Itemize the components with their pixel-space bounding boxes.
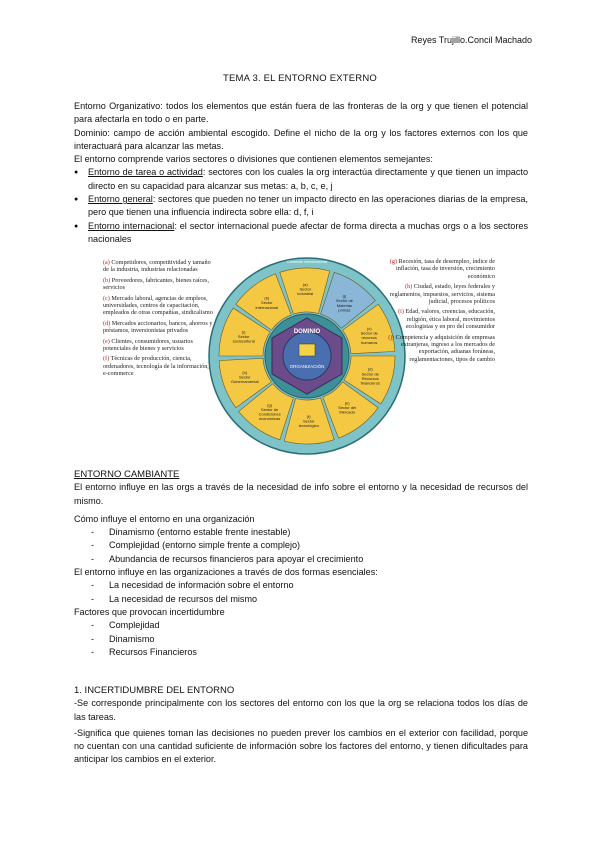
legend-item: (c) Mercado laboral, agencias de empleos, universidades, centros de capacitación, empleados de otras compañías, sindicalismo [103, 294, 213, 317]
right-legend [383, 258, 495, 363]
legend-item: (d) Mercados accionarios, bancos, ahorros y préstamos, inversionistas privados [103, 319, 213, 335]
paragraph-incertidumbre-1: -Se corresponde principalmente con los sectores del entorno con los que la org se relaciona todos los días de las tareas. [74, 698, 528, 722]
paragraph-sectores: El entorno comprende varios sectores o divisiones que contienen elementos semejantes: [74, 154, 433, 165]
legend-item: (a) Competidores, competitividad y tamaño de la industria, industrias relacionadas [103, 259, 211, 274]
bullet-entorno-tarea: ● Entorno de tarea o actividad: sectores con los cuales la org interactúa directamente y que tienen un impacto directo en su capacidad para alcanzar sus metas: a, b, c, e, j [74, 166, 528, 193]
wheel-sector-label: (b) Sector internacional [255, 295, 279, 310]
wheel-sector-label: (e) Sector del Mercado [338, 400, 357, 415]
list-factores [74, 619, 528, 659]
wheel-sector-label: (i) Sector sociocultural [232, 329, 255, 344]
environment-figure [103, 256, 495, 456]
list-item: - Recursos Financieros [74, 646, 528, 659]
outer-label: Contexto internacional [287, 259, 327, 264]
intro-section [74, 100, 528, 246]
legend-item: (h) Ciudad, estado, leyes federales y reglamentos, impuestos, servicios, sistema judicial, procesos políticos [389, 283, 495, 306]
entorno-bullets [74, 166, 528, 246]
heading-incertidumbre: 1. INCERTIDUMBRE DEL ENTORNO [74, 685, 235, 696]
bullet-entorno-internacional: ● Entorno internacional: el sector internacional puede afectar de forma directa a muchas orgs o a los sectores nacionales [74, 220, 528, 247]
wheel-sector-label: (c) Sector de recursos humanos [360, 325, 378, 345]
legend-item: (b) Proveedores, fabricantes, bienes raíces, servicios [103, 276, 210, 292]
list-formas [74, 579, 528, 606]
list-item: - Dinamismo (entorno estable frente inestable) [74, 526, 528, 539]
paragraph-formas: El entorno influye en las organizaciones a través de dos formas esenciales: [74, 567, 378, 578]
term-entorno-internacional: Entorno internacional [88, 220, 175, 231]
wheel-sector-label: (h) Sector Gubernamental [230, 370, 259, 385]
paragraph-entorno: Entorno Organizativo: todos los elementos que están fuera de las fronteras de la org y que tienen el potencial para afectarla en todo o en parte. [74, 101, 528, 125]
list-influencia [74, 526, 528, 566]
list-item: - La necesidad de información sobre el entorno [74, 579, 528, 592]
wheel-sector-label: (a) Sector industrial [297, 282, 314, 297]
wheel-sector-label: (f) Sector tecnológico [298, 413, 319, 429]
paragraph-incertidumbre-2: -Significa que quienes toman las decisiones no pueden prever los cambios en el exterior con facilidad, porque no cuentan con una cantidad suficiente de información sobre los factores del entorno, y tienen dificultades para anticipar los cambios en el exterior. [74, 727, 528, 765]
wheel-sector-label: (d) Sector de Recursos financieros [360, 366, 380, 386]
legend-item: (i) Edad, valores, creencias, educación, religión, ética laboral, movimientos ecologistas y en pro del consumidor [398, 308, 495, 331]
list-item: - La necesidad de recursos del mismo [74, 593, 528, 606]
paragraph-factores: Factores que provocan incertidumbre [74, 606, 225, 617]
section-entorno-cambiante [74, 468, 528, 659]
legend-item: (f) Técnicas de producción, ciencia, ordenadores, tecnología de la información, e-commerce [103, 355, 209, 378]
legend-item: (e) Clientes, consumidores, usuarios potenciales de bienes y servicios [103, 337, 193, 353]
paragraph-influencia: El entorno influye en las orgs a través de la necesidad de info sobre el entorno y la necesidad de recursos del mismo. [74, 482, 528, 506]
legend-item: (g) Recesión, tasa de desempleo, índice de inflación, tasa de inversión, crecimiento económico [389, 258, 495, 280]
wheel-sector-label: (j) Sector de Materias primas [335, 293, 353, 313]
page-title: TEMA 3. EL ENTORNO EXTERNO [222, 73, 378, 84]
legend-item: (j) Competencia y adquisición de empresas extranjeras, ingreso a los mercados de exportación, aduanas foráneas, reglamentaciones, tipos de cambio [388, 333, 495, 363]
wheel-sector-label: (g) Sector de Condiciones económicas [258, 402, 281, 422]
section-incertidumbre [74, 684, 528, 767]
left-legend [103, 259, 215, 378]
term-entorno-tarea: Entorno de tarea o actividad [88, 167, 203, 178]
heading-entorno-cambiante: ENTORNO CAMBIANTE [74, 469, 180, 480]
list-item: - Complejidad [74, 619, 528, 632]
org-chart-icon [299, 344, 315, 356]
heading-como-influye: Cómo influye el entorno en una organización [74, 513, 255, 524]
organization-label: ORGANIZACIÓN [289, 364, 325, 369]
term-entorno-general: Entorno general [88, 194, 153, 205]
bullet-entorno-general: ● Entorno general: sectores que pueden no tener un impacto directo en las operaciones diarias de la empresa, pero que tienen una influencia indirecta sobre ella: d, f, i [74, 193, 528, 220]
list-item: - Abundancia de recursos financieros para apoyar el crecimiento [74, 553, 528, 566]
list-item: - Dinamismo [74, 633, 528, 646]
paragraph-dominio: Dominio: campo de acción ambiental escogido. Define el nicho de la org y los factores externos con los que interactuará para alcanzar las metas. [74, 127, 528, 151]
environment-wheel [207, 256, 407, 456]
domain-label: DOMINIO [293, 329, 321, 335]
author-header: Reyes Trujillo.Concil Machado [410, 35, 532, 45]
list-item: - Complejidad (entorno simple frente a complejo) [74, 539, 528, 552]
